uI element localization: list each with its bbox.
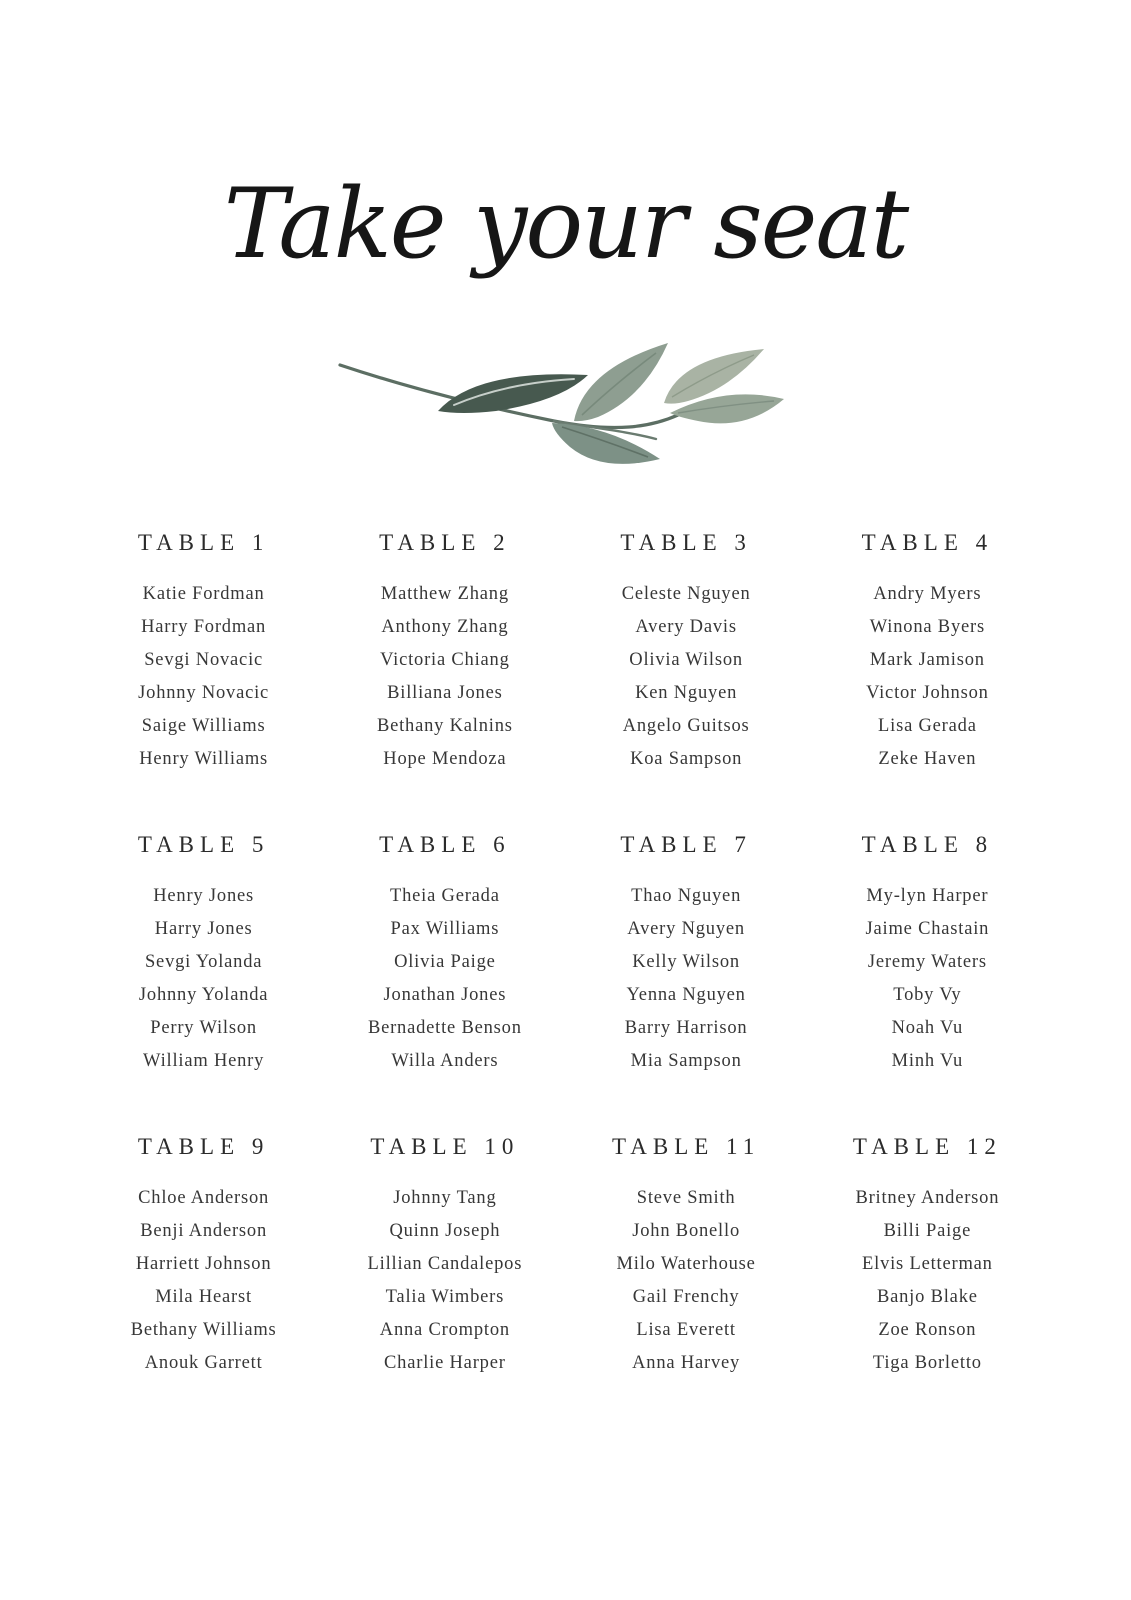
guest-name: Harry Jones <box>154 919 253 939</box>
guest-list <box>86 578 321 776</box>
guest-name: Britney Anderson <box>855 1188 1000 1208</box>
guest-name: Mia Sampson <box>630 1051 742 1071</box>
guest-name: Noah Vu <box>891 1018 964 1038</box>
table-card-5 <box>86 832 321 1078</box>
table-title: TABLE 6 <box>379 832 511 857</box>
table-title: TABLE 11 <box>612 1134 761 1159</box>
table-card-4 <box>810 530 1045 776</box>
guest-list <box>569 880 804 1078</box>
guest-name: Sevgi Novacic <box>144 650 264 670</box>
guest-name: Anna Crompton <box>379 1320 510 1340</box>
guest-name: John Bonello <box>632 1221 740 1241</box>
guest-list <box>327 1182 562 1380</box>
guest-name: Billiana Jones <box>387 683 503 703</box>
guest-name: Gail Frenchy <box>632 1287 740 1307</box>
guest-name: Jaime Chastain <box>865 919 990 939</box>
guest-name: Willa Anders <box>391 1051 499 1071</box>
guest-name: Benji Anderson <box>140 1221 268 1241</box>
guest-name: Mark Jamison <box>869 650 985 670</box>
table-title: TABLE 9 <box>137 1134 270 1159</box>
table-title: TABLE 2 <box>379 530 511 555</box>
guest-name: Henry Williams <box>139 749 269 769</box>
leaf-branch-icon <box>326 335 806 480</box>
guest-list <box>569 578 804 776</box>
guest-name: Billi Paige <box>883 1221 972 1241</box>
guest-name: Victoria Chiang <box>380 650 510 670</box>
table-card-1 <box>86 530 321 776</box>
guest-name: Thao Nguyen <box>631 886 742 906</box>
table-card-6 <box>327 832 562 1078</box>
table-card-11 <box>569 1134 804 1380</box>
guest-list <box>86 880 321 1078</box>
table-title: TABLE 4 <box>861 530 994 555</box>
guest-name: Harry Fordman <box>141 617 267 637</box>
guest-name: Steve Smith <box>636 1188 736 1208</box>
guest-name: Olivia Wilson <box>629 650 743 670</box>
guest-name: Elvis Letterman <box>862 1254 993 1274</box>
guest-name: Johnny Novacic <box>138 683 270 703</box>
table-title: TABLE 12 <box>852 1134 1002 1159</box>
guest-name: Toby Vy <box>893 985 962 1005</box>
guest-name: Koa Sampson <box>630 749 743 769</box>
guest-list <box>810 880 1045 1078</box>
guest-name: Yenna Nguyen <box>626 985 746 1005</box>
guest-name: Winona Byers <box>869 617 985 637</box>
guest-name: Theia Gerada <box>390 886 500 906</box>
guest-name: Bethany Kalnins <box>376 716 513 736</box>
table-title: TABLE 8 <box>861 832 994 857</box>
guest-name: William Henry <box>143 1051 265 1071</box>
guest-name: Mila Hearst <box>155 1287 252 1307</box>
guest-name: Anthony Zhang <box>381 617 509 637</box>
guest-name: Ken Nguyen <box>635 683 738 703</box>
table-card-12 <box>810 1134 1045 1380</box>
guest-name: Olivia Paige <box>394 952 496 972</box>
page-title: Take your seat <box>223 168 908 280</box>
guest-name: Celeste Nguyen <box>621 584 751 604</box>
guest-name: Anouk Garrett <box>144 1353 263 1373</box>
guest-name: Saige Williams <box>141 716 266 736</box>
table-title: TABLE 10 <box>370 1134 520 1159</box>
table-card-7 <box>569 832 804 1078</box>
guest-name: Quinn Joseph <box>389 1221 501 1241</box>
guest-name: My-lyn Harper <box>866 886 989 906</box>
guest-name: Henry Jones <box>153 886 255 906</box>
guest-name: Pax Williams <box>390 919 500 939</box>
guest-name: Katie Fordman <box>142 584 265 604</box>
guest-list <box>810 1182 1045 1380</box>
table-card-10 <box>327 1134 562 1380</box>
guest-name: Lisa Everett <box>636 1320 736 1340</box>
guest-name: Anna Harvey <box>632 1353 741 1373</box>
guest-name: Minh Vu <box>891 1051 964 1071</box>
table-title: TABLE 7 <box>620 832 752 857</box>
guest-list <box>86 1182 321 1380</box>
table-card-2 <box>327 530 562 776</box>
guest-name: Tiga Borletto <box>872 1353 982 1373</box>
guest-name: Victor Johnson <box>866 683 989 703</box>
guest-list <box>569 1182 804 1380</box>
guest-name: Bethany Williams <box>130 1320 277 1340</box>
guest-name: Avery Davis <box>635 617 737 637</box>
table-card-8 <box>810 832 1045 1078</box>
guest-list <box>327 880 562 1078</box>
table-title: TABLE 3 <box>620 530 752 555</box>
guest-name: Jonathan Jones <box>383 985 507 1005</box>
guest-name: Lillian Candalepos <box>367 1254 523 1274</box>
guest-name: Jeremy Waters <box>867 952 987 972</box>
table-title: TABLE 1 <box>137 530 270 555</box>
guest-name: Sevgi Yolanda <box>144 952 263 972</box>
table-card-3 <box>569 530 804 776</box>
tables-grid <box>0 530 1131 1380</box>
table-title: TABLE 5 <box>137 832 270 857</box>
leaf-illustration-wrap <box>0 335 1131 480</box>
table-card-9 <box>86 1134 321 1380</box>
guest-name: Johnny Yolanda <box>138 985 269 1005</box>
guest-list <box>810 578 1045 776</box>
guest-name: Barry Harrison <box>624 1018 748 1038</box>
guest-name: Johnny Tang <box>393 1188 497 1208</box>
guest-name: Harriett Johnson <box>135 1254 272 1274</box>
guest-name: Bernadette Benson <box>367 1018 522 1038</box>
guest-name: Talia Wimbers <box>385 1287 505 1307</box>
guest-name: Chloe Anderson <box>138 1188 270 1208</box>
guest-name: Milo Waterhouse <box>616 1254 756 1274</box>
guest-name: Hope Mendoza <box>383 749 507 769</box>
guest-name: Lisa Gerada <box>878 716 977 736</box>
guest-name: Zeke Haven <box>878 749 977 769</box>
guest-name: Banjo Blake <box>876 1287 978 1307</box>
guest-name: Kelly Wilson <box>632 952 740 972</box>
guest-name: Matthew Zhang <box>380 584 509 604</box>
guest-name: Angelo Guitsos <box>622 716 750 736</box>
guest-name: Andry Myers <box>873 584 982 604</box>
guest-name: Charlie Harper <box>384 1353 506 1373</box>
guest-name: Avery Nguyen <box>627 919 745 939</box>
guest-list <box>327 578 562 776</box>
guest-name: Perry Wilson <box>150 1018 257 1038</box>
guest-name: Zoe Ronson <box>878 1320 977 1340</box>
